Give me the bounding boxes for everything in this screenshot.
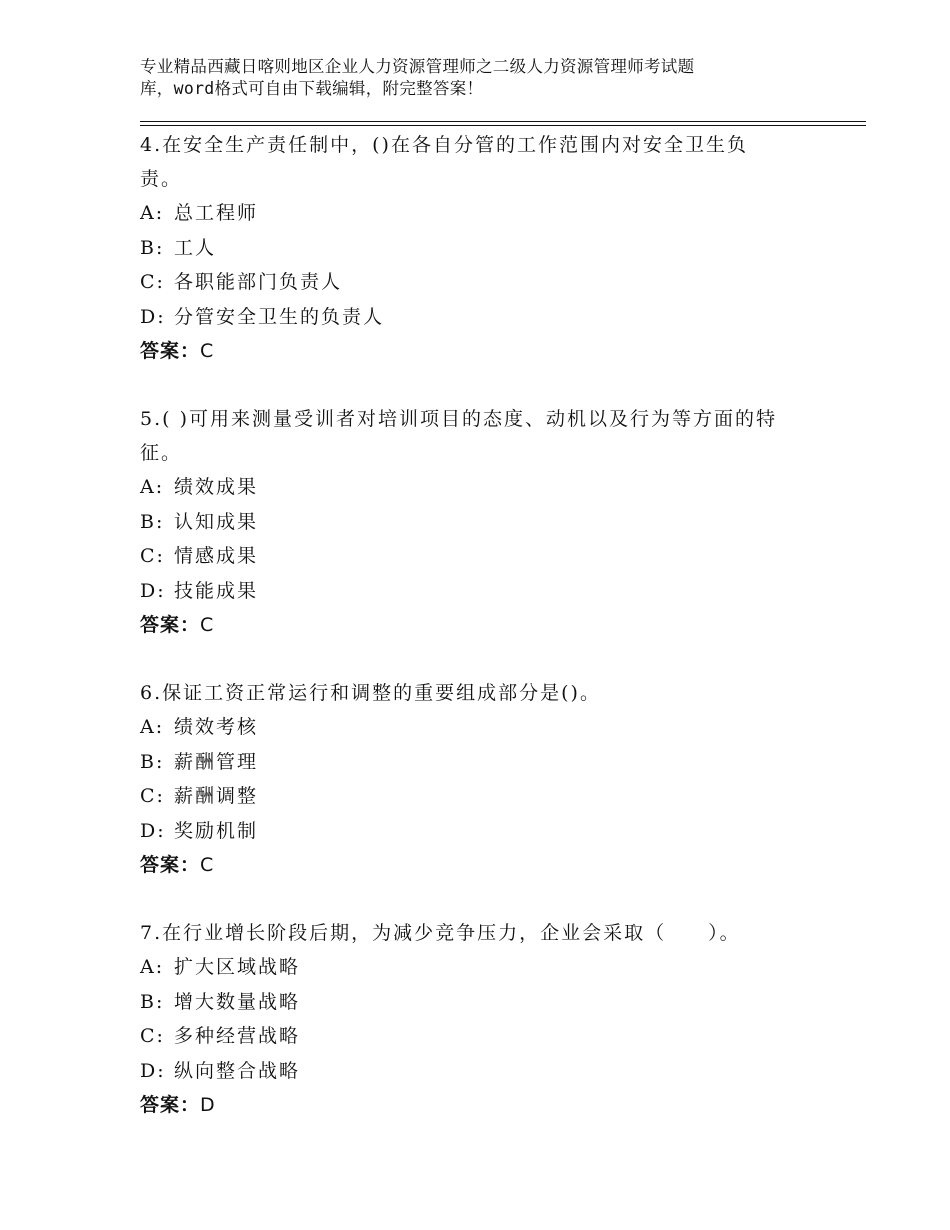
option-key: C: <box>140 1025 165 1047</box>
answer-value: D <box>200 1094 216 1116</box>
question-stem-continued: 责。 <box>140 168 183 190</box>
option-text: 总工程师 <box>174 202 259 224</box>
option-key: D: <box>140 819 166 842</box>
option-key: D: <box>140 1059 166 1082</box>
answer-label: 答案： <box>140 1094 201 1116</box>
option-b <box>140 505 840 540</box>
spacer <box>140 368 840 402</box>
option-key: B: <box>140 750 165 773</box>
option-text: 分管安全卫生的负责人 <box>174 305 385 328</box>
question-list <box>140 128 840 1122</box>
option-key: A: <box>140 716 165 738</box>
option-b <box>140 231 840 266</box>
option-d <box>140 814 840 849</box>
option-key: B: <box>140 236 165 259</box>
option-key: C: <box>140 545 165 567</box>
option-c <box>140 1019 840 1054</box>
option-b <box>140 745 840 780</box>
option-key: D: <box>140 305 166 328</box>
option-text: 增大数量战略 <box>174 990 301 1013</box>
option-a <box>140 950 840 985</box>
option-text: 纵向整合战略 <box>174 1059 301 1082</box>
option-text: 情感成果 <box>174 545 259 567</box>
question-5 <box>140 402 840 642</box>
option-c <box>140 265 840 300</box>
question-stem: 7.在行业增长阶段后期，为减少竞争压力，企业会采取（ ）。 <box>140 922 741 944</box>
header-divider-bottom <box>140 125 866 126</box>
option-text: 薪酬调整 <box>174 785 259 807</box>
option-text: 绩效成果 <box>174 476 259 498</box>
spacer <box>140 882 840 916</box>
answer-label: 答案： <box>140 854 201 876</box>
option-key: A: <box>140 202 165 224</box>
option-text: 各职能部门负责人 <box>174 271 343 293</box>
question-stem: 4.在安全生产责任制中，()在各自分管的工作范围内对安全卫生负 <box>140 134 748 156</box>
option-text: 奖励机制 <box>174 819 259 842</box>
header-line-2: 库，word格式可自由下载编辑，附完整答案！ <box>140 79 484 98</box>
option-key: B: <box>140 510 165 533</box>
question-stem: 6.保证工资正常运行和调整的重要组成部分是()。 <box>140 682 601 704</box>
answer-line <box>140 608 840 642</box>
option-text: 多种经营战略 <box>174 1025 301 1047</box>
option-d <box>140 1054 840 1089</box>
option-text: 认知成果 <box>174 510 259 533</box>
answer-line <box>140 334 840 368</box>
option-a <box>140 196 840 231</box>
option-c <box>140 539 840 574</box>
answer-line <box>140 848 840 882</box>
option-key: B: <box>140 990 165 1013</box>
header-line-1: 专业精品西藏日喀则地区企业人力资源管理师之二级人力资源管理师考试题 <box>140 57 695 76</box>
answer-value: C <box>200 614 215 636</box>
option-text: 扩大区域战略 <box>174 956 301 978</box>
option-text: 工人 <box>174 236 217 259</box>
option-d <box>140 300 840 335</box>
question-stem-continued: 征。 <box>140 442 183 464</box>
answer-value: C <box>200 854 215 876</box>
answer-label: 答案： <box>140 614 201 636</box>
option-b <box>140 985 840 1020</box>
header-divider-top <box>140 121 866 122</box>
question-stem: 5.( )可用来测量受训者对培训项目的态度、动机以及行为等方面的特 <box>140 408 777 430</box>
option-text: 绩效考核 <box>174 716 259 738</box>
option-text: 技能成果 <box>174 579 259 602</box>
option-key: A: <box>140 956 165 978</box>
option-key: C: <box>140 271 165 293</box>
option-d <box>140 574 840 609</box>
option-c <box>140 779 840 814</box>
option-text: 薪酬管理 <box>174 750 259 773</box>
option-key: A: <box>140 476 165 498</box>
option-key: C: <box>140 785 165 807</box>
option-a <box>140 710 840 745</box>
option-a <box>140 470 840 505</box>
answer-line <box>140 1088 840 1122</box>
question-7 <box>140 916 840 1122</box>
question-4 <box>140 128 840 368</box>
answer-value: C <box>200 340 215 362</box>
answer-label: 答案： <box>140 340 201 362</box>
spacer <box>140 642 840 676</box>
document-header <box>140 56 840 100</box>
option-key: D: <box>140 579 166 602</box>
question-6 <box>140 676 840 882</box>
